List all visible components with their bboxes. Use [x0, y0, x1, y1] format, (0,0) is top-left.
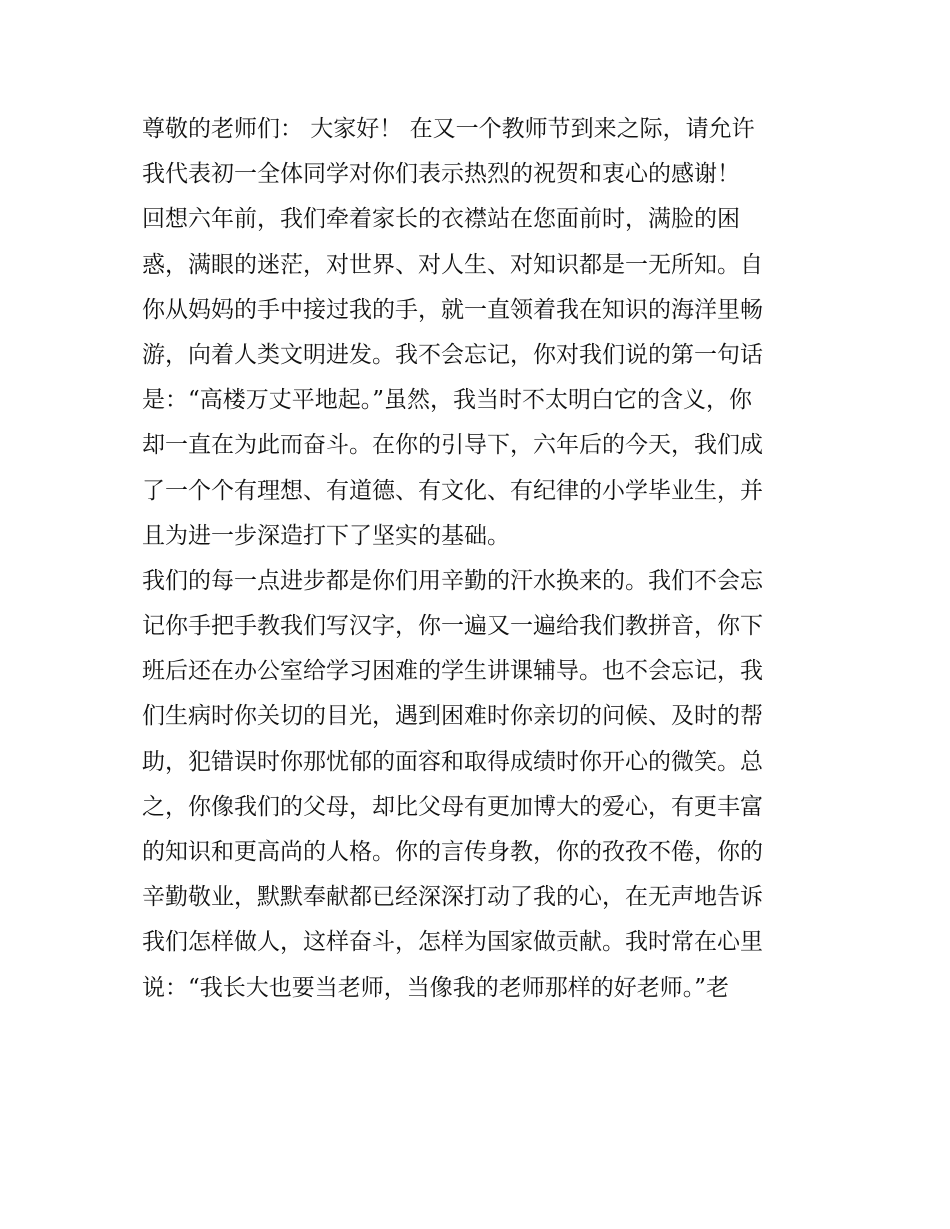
- text-line: 你从妈妈的手中接过我的手，就一直领着我在知识的海洋里畅: [142, 296, 763, 323]
- text-line: 却一直在为此而奋斗。在你的引导下，六年后的今天，我们成: [142, 432, 763, 459]
- text-line: 游，向着人类文明进发。我不会忘记，你对我们说的第一句话: [142, 341, 763, 368]
- text-line: 说：“我长大也要当老师，当像我的老师那样的好老师。”老: [142, 974, 730, 1001]
- text-line: 的知识和更高尚的人格。你的言传身教，你的孜孜不倦，你的: [142, 839, 763, 865]
- text-line: 助，犯错误时你那忧郁的面容和取得成绩时你开心的微笑。总: [142, 748, 763, 775]
- text-line: 是：“高楼万丈平地起。”虽然，我当时不太明白它的含义，你: [142, 387, 753, 414]
- text-line: 且为进一步深造打下了坚实的基础。: [142, 522, 510, 549]
- text-line: 我们怎样做人，这样奋斗，怎样为国家做贡献。我时常在心里: [142, 929, 763, 956]
- text-line: 了一个个有理想、有道德、有文化、有纪律的小学毕业生，并: [142, 477, 763, 504]
- text-line: 记你手把手教我们写汉字，你一遍又一遍给我们教拼音，你下: [142, 613, 763, 640]
- text-line: 们生病时你关切的目光，遇到困难时你亲切的问候、及时的帮: [142, 703, 763, 730]
- text-line: 回想六年前，我们牵着家长的衣襟站在您面前时，满脸的困: [142, 206, 740, 233]
- text-line: 惑，满眼的迷茫，对世界、对人生、对知识都是一无所知。自: [142, 251, 763, 278]
- text-line: 尊敬的老师们： 大家好！ 在又一个教师节到来之际，请允许: [142, 116, 755, 142]
- text-line: 辛勤敬业，默默奉献都已经深深打动了我的心，在无声地告诉: [142, 884, 763, 911]
- body-text: [142, 107, 822, 1011]
- text-line: 之，你像我们的父母，却比父母有更加博大的爱心，有更丰富: [142, 793, 763, 820]
- text-line: 我们的每一点进步都是你们用辛勤的汗水换来的。我们不会忘: [142, 567, 763, 594]
- text-line: 班后还在办公室给学习困难的学生讲课辅导。也不会忘记，我: [142, 658, 763, 685]
- text-line: 我代表初一全体同学对你们表示热烈的祝贺和衷心的感谢！: [142, 161, 740, 188]
